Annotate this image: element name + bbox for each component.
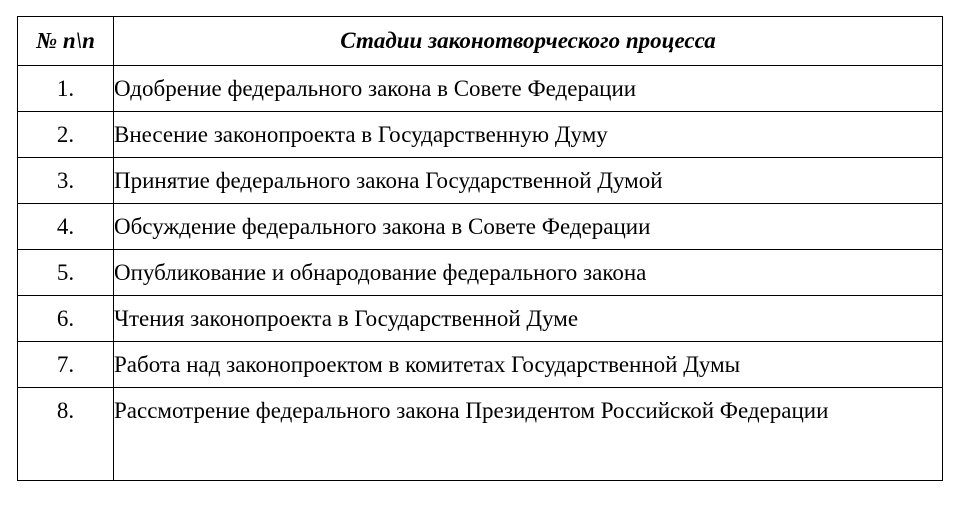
row-stage: Принятие федерального закона Государственной Думой xyxy=(114,158,943,204)
table-row xyxy=(18,204,943,250)
table-row xyxy=(18,296,943,342)
table-row xyxy=(18,250,943,296)
table-row xyxy=(18,112,943,158)
row-number: 6. xyxy=(18,296,114,342)
row-number: 4. xyxy=(18,204,114,250)
header-row xyxy=(18,17,943,66)
table-row xyxy=(18,388,943,481)
stages-table xyxy=(17,16,943,481)
row-stage: Внесение законопроекта в Государственную Думу xyxy=(114,112,943,158)
row-stage: Рассмотрение федерального закона Президентом Российской Федерации xyxy=(114,388,943,481)
row-stage: Работа над законопроектом в комитетах Государственной Думы xyxy=(114,342,943,388)
table-row xyxy=(18,342,943,388)
row-stage: Опубликование и обнародование федерального закона xyxy=(114,250,943,296)
row-number: 1. xyxy=(18,66,114,112)
row-stage: Чтения законопроекта в Государственной Думе xyxy=(114,296,943,342)
row-stage: Одобрение федерального закона в Совете Федерации xyxy=(114,66,943,112)
header-number: № п\п xyxy=(18,17,114,66)
header-stage: Стадии законотворческого процесса xyxy=(114,17,943,66)
row-number: 7. xyxy=(18,342,114,388)
row-number: 2. xyxy=(18,112,114,158)
row-number: 8. xyxy=(18,388,114,481)
row-number: 5. xyxy=(18,250,114,296)
table-row xyxy=(18,158,943,204)
row-number: 3. xyxy=(18,158,114,204)
table-row xyxy=(18,66,943,112)
row-stage: Обсуждение федерального закона в Совете Федерации xyxy=(114,204,943,250)
